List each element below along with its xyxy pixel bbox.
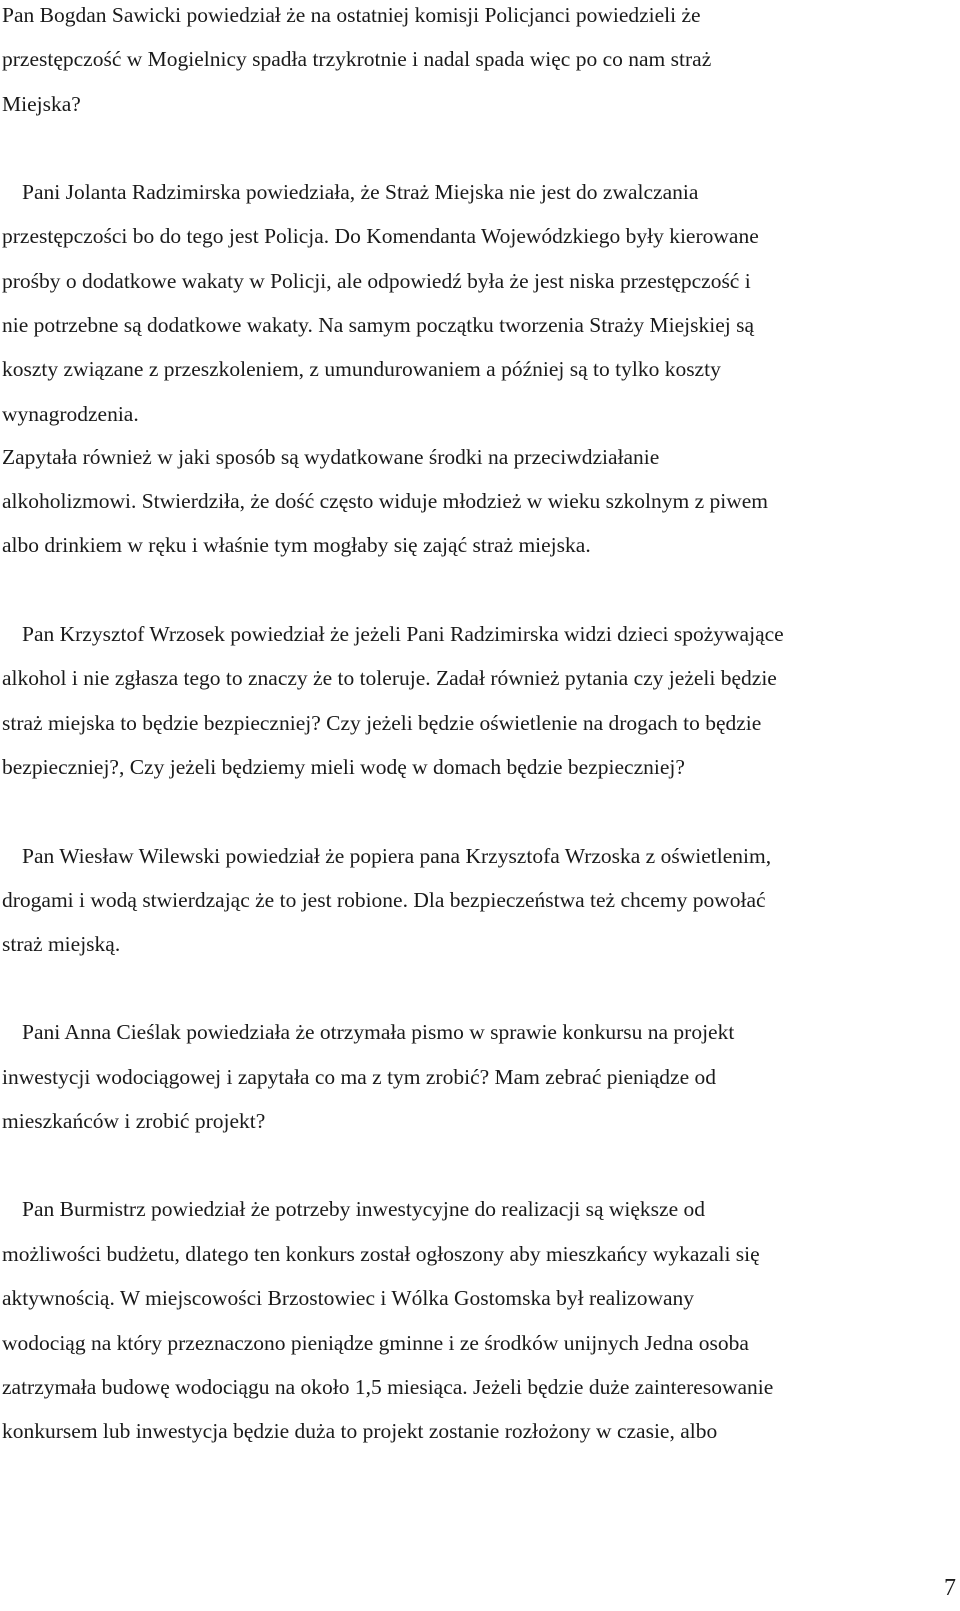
text-line: drogami i wodą stwierdzając że to jest robione. Dla bezpieczeństwa też chcemy powołać (2, 888, 766, 912)
text-line: Zapytała również w jaki sposób są wydatkowane środki na przeciwdziałanie (2, 445, 660, 469)
text-line: Pan Bogdan Sawicki powiedział że na ostatniej komisji Policjanci powiedzieli że (2, 3, 701, 27)
text-line: koszty związane z przeszkoleniem, z umundurowaniem a później są to tylko koszty (2, 357, 721, 381)
text-line: aktywnością. W miejscowości Brzostowiec i Wólka Gostomska był realizowany (2, 1286, 695, 1310)
text-line: nie potrzebne są dodatkowe wakaty. Na samym początku tworzenia Straży Miejskiej są (2, 313, 755, 337)
page-number: 7 (944, 1575, 956, 1601)
text-line: Pan Burmistrz powiedział że potrzeby inwestycyjne do realizacji są większe od (22, 1197, 705, 1221)
text-line: wynagrodzenia. (2, 402, 139, 426)
text-line: alkohol i nie zgłasza tego to znaczy że to toleruje. Zadał również pytania czy jeżeli będzie (2, 666, 777, 690)
text-line: Miejska? (2, 92, 81, 116)
text-line: konkursem lub inwestycja będzie duża to projekt zostanie rozłożony w czasie, albo (2, 1419, 718, 1443)
text-line: albo drinkiem w ręku i właśnie tym mogłaby się zająć straż miejska. (2, 533, 591, 557)
text-line: Pan Krzysztof Wrzosek powiedział że jeżeli Pani Radzimirska widzi dzieci spożywające (22, 622, 784, 646)
text-line: przestępczość w Mogielnicy spadła trzykrotnie i nadal spada więc po co nam straż (2, 47, 712, 71)
text-line: Pani Jolanta Radzimirska powiedziała, że Straż Miejska nie jest do zwalczania (22, 180, 699, 204)
text-line: Pan Wiesław Wilewski powiedział że popiera pana Krzysztofa Wrzoska z oświetlenim, (22, 844, 772, 868)
text-line: przestępczości bo do tego jest Policja. Do Komendanta Wojewódzkiego były kierowane (2, 224, 759, 248)
text-line: mieszkańców i zrobić projekt? (2, 1109, 266, 1133)
text-line: bezpieczniej?, Czy jeżeli będziemy mieli wodę w domach będzie bezpieczniej? (2, 755, 685, 779)
text-line: prośby o dodatkowe wakaty w Policji, ale odpowiedź była że jest niska przestępczość i (2, 269, 751, 293)
text-line: alkoholizmowi. Stwierdziła, że dość często widuje młodzież w wieku szkolnym z piwem (2, 489, 769, 513)
text-line: straż miejską. (2, 932, 121, 956)
text-line: straż miejska to będzie bezpieczniej? Czy jeżeli będzie oświetlenie na drogach to będzie (2, 711, 762, 735)
text-line: zatrzymała budowę wodociągu na około 1,5 miesiąca. Jeżeli będzie duże zainteresowanie (2, 1375, 774, 1399)
text-line: możliwości budżetu, dlatego ten konkurs został ogłoszony aby mieszkańcy wykazali się (2, 1242, 760, 1266)
text-line: inwestycji wodociągowej i zapytała co ma z tym zrobić? Mam zebrać pieniądze od (2, 1065, 716, 1089)
text-line: Pani Anna Cieślak powiedziała że otrzymała pismo w sprawie konkursu na projekt (22, 1020, 735, 1044)
text-line: wodociąg na który przeznaczono pieniądze gminne i ze środków unijnych Jedna osoba (2, 1331, 749, 1355)
